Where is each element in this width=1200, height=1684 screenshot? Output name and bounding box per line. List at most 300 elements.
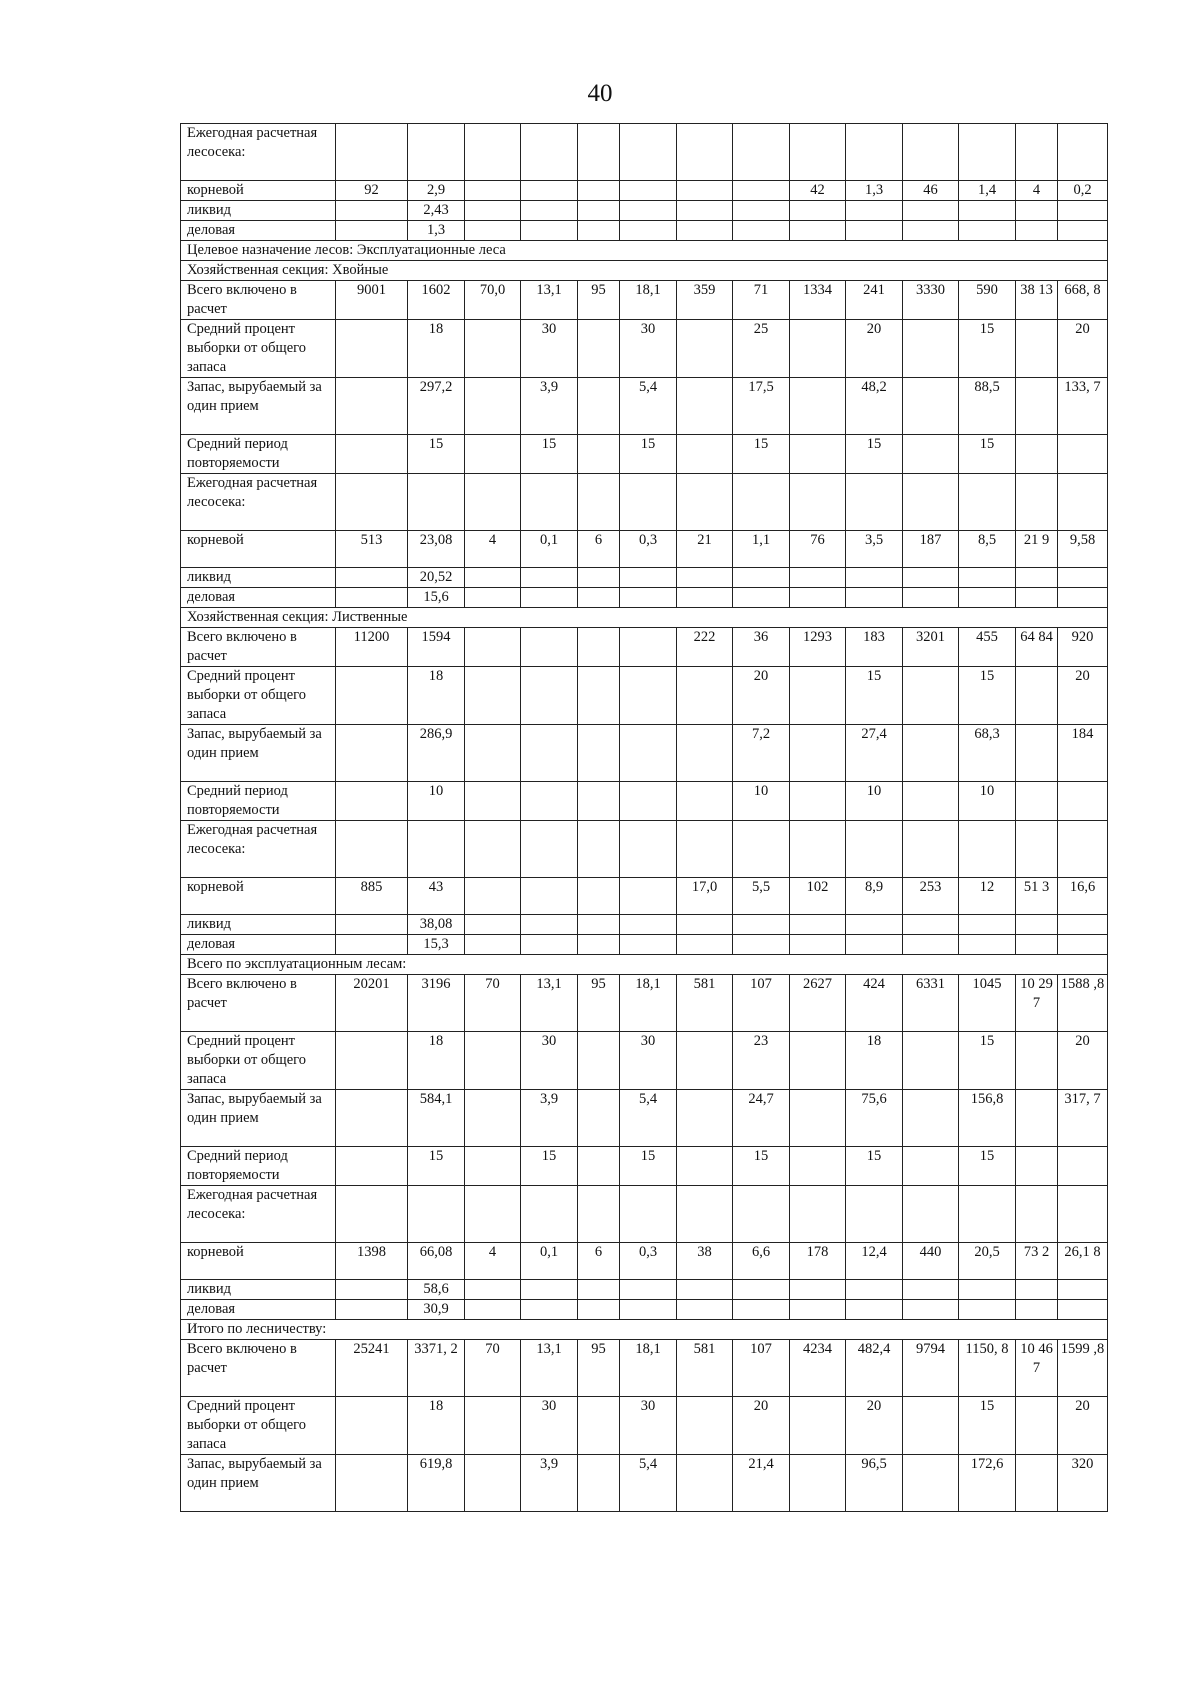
table-cell [677,201,733,221]
table-cell [521,588,578,608]
table-cell: 27,4 [846,725,903,782]
table-cell: 3371, 2 [408,1340,465,1397]
table-cell [790,201,846,221]
table-cell [790,1455,846,1512]
table-cell [790,1397,846,1455]
table-cell [846,821,903,878]
table-cell [959,1300,1016,1320]
table-row [181,1397,1108,1455]
table-cell: 9001 [336,281,408,320]
table-cell: 8,5 [959,531,1016,568]
table-cell: 20 [846,1397,903,1455]
table-cell [846,221,903,241]
row-label: ликвид [181,1280,336,1300]
table-cell: 3,9 [521,1455,578,1512]
table-cell: 73 2 [1016,1243,1058,1280]
table-cell [790,821,846,878]
table-cell: 38 [677,1243,733,1280]
row-label: корневой [181,1243,336,1280]
table-cell: 48,2 [846,378,903,435]
table-cell: 15 [620,1147,677,1186]
table-cell: 15 [846,667,903,725]
table-cell: 38 13 [1016,281,1058,320]
table-cell [903,1300,959,1320]
table-cell: 26,1 8 [1058,1243,1108,1280]
table-cell [790,221,846,241]
section-heading: Итого по лесничеству: [181,1320,1108,1340]
table-cell: 0,3 [620,531,677,568]
table-cell [1016,821,1058,878]
table-cell [1058,221,1108,241]
table-cell: 1602 [408,281,465,320]
table-cell: 133, 7 [1058,378,1108,435]
table-cell: 668, 8 [1058,281,1108,320]
table-cell [465,201,521,221]
table-cell: 2,43 [408,201,465,221]
table-cell [521,725,578,782]
table-cell [846,201,903,221]
table-cell: 15 [959,1397,1016,1455]
table-cell [578,821,620,878]
table-cell [790,1186,846,1243]
row-label: корневой [181,181,336,201]
table-row [181,588,1108,608]
table-cell [578,1397,620,1455]
table-cell: 70,0 [465,281,521,320]
table-cell [408,1186,465,1243]
table-cell: 320 [1058,1455,1108,1512]
table-cell [578,124,620,181]
table-cell: 4234 [790,1340,846,1397]
table-cell [465,124,521,181]
table-cell [521,201,578,221]
table-cell [903,782,959,821]
table-cell [790,124,846,181]
table-cell: 75,6 [846,1090,903,1147]
table-cell: 51 3 [1016,878,1058,915]
table-cell: 18 [408,320,465,378]
table-cell: 18 [408,1032,465,1090]
table-cell: 38,08 [408,915,465,935]
table-cell: 15 [846,435,903,474]
table-cell [521,667,578,725]
table-cell [336,667,408,725]
table-cell [620,568,677,588]
table-cell [846,1186,903,1243]
row-label: Средний период повторяемости [181,782,336,821]
table-cell: 76 [790,531,846,568]
table-cell [578,1280,620,1300]
table-cell: 10 [408,782,465,821]
forest-calc-table [180,123,1108,1512]
table-cell [336,1032,408,1090]
table-cell [903,588,959,608]
table-cell: 66,08 [408,1243,465,1280]
table-cell: 15 [521,1147,578,1186]
table-cell [677,821,733,878]
row-label: деловая [181,935,336,955]
table-row [181,1340,1108,1397]
table-cell: 68,3 [959,725,1016,782]
table-cell [465,915,521,935]
table-cell [1058,474,1108,531]
table-cell [1058,915,1108,935]
table-cell [620,782,677,821]
table-cell [733,935,790,955]
table-cell [1016,124,1058,181]
table-cell [903,124,959,181]
table-cell: 18,1 [620,1340,677,1397]
table-cell: 18,1 [620,975,677,1032]
table-cell [959,1280,1016,1300]
table-cell [620,201,677,221]
table-cell: 15 [959,1147,1016,1186]
table-cell: 18 [846,1032,903,1090]
table-cell [959,221,1016,241]
row-label: деловая [181,221,336,241]
row-label: Средний процент выборки от общего запаса [181,667,336,725]
table-cell [790,1147,846,1186]
table-cell [677,1280,733,1300]
table-cell [578,474,620,531]
table-cell [1058,435,1108,474]
table-cell [408,124,465,181]
row-label: Всего включено в расчет [181,281,336,320]
table-cell [846,568,903,588]
table-cell [336,435,408,474]
table-cell: 64 84 [1016,628,1058,667]
table-cell: 30 [620,1397,677,1455]
table-cell [336,1397,408,1455]
table-cell: 5,4 [620,1455,677,1512]
table-cell [733,1280,790,1300]
table-cell [465,878,521,915]
section-heading: Хозяйственная секция: Лиственные [181,608,1108,628]
table-cell: 2627 [790,975,846,1032]
table-cell [903,435,959,474]
table-cell: 424 [846,975,903,1032]
table-cell [790,935,846,955]
table-cell [1058,935,1108,955]
table-cell [521,1186,578,1243]
table-cell [521,474,578,531]
table-cell [620,1186,677,1243]
table-cell [1016,588,1058,608]
table-cell [959,568,1016,588]
table-cell: 20 [1058,1397,1108,1455]
table-cell [733,915,790,935]
table-cell: 1,4 [959,181,1016,201]
table-cell [336,221,408,241]
table-cell [677,320,733,378]
table-cell: 3201 [903,628,959,667]
table-cell [846,1280,903,1300]
table-cell [846,588,903,608]
table-cell: 297,2 [408,378,465,435]
table-cell: 183 [846,628,903,667]
table-cell [790,588,846,608]
table-cell: 6331 [903,975,959,1032]
table-cell: 95 [578,1340,620,1397]
table-cell [677,1397,733,1455]
table-cell [903,1032,959,1090]
table-cell: 1398 [336,1243,408,1280]
table-cell: 15 [959,435,1016,474]
table-cell [465,1455,521,1512]
table-cell: 20 [733,667,790,725]
table-cell [846,935,903,955]
table-cell [465,568,521,588]
table-row [181,667,1108,725]
table-cell: 359 [677,281,733,320]
row-label: Всего включено в расчет [181,975,336,1032]
table-row [181,320,1108,378]
table-cell [336,1090,408,1147]
table-cell [578,1455,620,1512]
table-cell [336,588,408,608]
table-cell: 95 [578,281,620,320]
table-cell: 88,5 [959,378,1016,435]
table-cell: 440 [903,1243,959,1280]
table-cell [1016,1090,1058,1147]
table-row [181,378,1108,435]
table-cell: 3196 [408,975,465,1032]
table-cell [578,181,620,201]
table-cell: 20 [1058,1032,1108,1090]
table-cell [521,124,578,181]
table-cell [1058,1186,1108,1243]
table-cell: 1,3 [846,181,903,201]
table-cell [903,568,959,588]
table-cell: 20 [733,1397,790,1455]
table-cell [677,782,733,821]
table-cell [465,1186,521,1243]
section-heading: Хозяйственная секция: Хвойные [181,261,1108,281]
table-row [181,1280,1108,1300]
table-cell: 20 [846,320,903,378]
table-cell [521,935,578,955]
table-cell: 1334 [790,281,846,320]
table-cell: 30 [521,1032,578,1090]
table-cell [903,378,959,435]
table-cell [336,320,408,378]
row-label: ликвид [181,201,336,221]
table-cell: 0,1 [521,1243,578,1280]
table-row [181,915,1108,935]
table-cell [677,181,733,201]
table-row [181,474,1108,531]
row-label: Средний процент выборки от общего запаса [181,320,336,378]
table-row [181,628,1108,667]
table-cell [521,1280,578,1300]
table-cell [677,568,733,588]
table-cell: 10 [733,782,790,821]
table-cell: 15 [408,1147,465,1186]
table-cell [620,878,677,915]
table-cell [790,1300,846,1320]
table-cell [465,320,521,378]
table-row [181,221,1108,241]
table-cell: 15 [733,435,790,474]
table-cell [336,1280,408,1300]
table-cell: 590 [959,281,1016,320]
table-cell [903,667,959,725]
table-row [181,1032,1108,1090]
table-cell: 1150, 8 [959,1340,1016,1397]
table-cell [578,1300,620,1320]
table-cell: 42 [790,181,846,201]
table-cell: 12,4 [846,1243,903,1280]
table-row [181,281,1108,320]
table-cell: 92 [336,181,408,201]
table-cell [620,667,677,725]
table-cell [336,124,408,181]
table-cell [465,474,521,531]
table-cell [1016,782,1058,821]
table-cell [733,124,790,181]
table-cell: 1045 [959,975,1016,1032]
table-cell [620,725,677,782]
table-cell [959,201,1016,221]
table-row [181,782,1108,821]
table-cell [1058,201,1108,221]
table-cell [336,782,408,821]
table-cell [465,725,521,782]
table-cell [620,221,677,241]
table-cell [465,821,521,878]
table-cell [336,821,408,878]
table-row [181,935,1108,955]
table-cell [846,124,903,181]
table-cell [620,181,677,201]
table-cell: 13,1 [521,281,578,320]
table-row [181,1300,1108,1320]
table-cell [959,124,1016,181]
table-cell [733,474,790,531]
table-cell: 15 [408,435,465,474]
table-cell: 3,9 [521,1090,578,1147]
table-cell: 10 29 7 [1016,975,1058,1032]
table-cell: 20 [1058,667,1108,725]
row-label: Средний период повторяемости [181,435,336,474]
table-cell [465,1032,521,1090]
table-cell [790,1090,846,1147]
section-row [181,955,1108,975]
table-row [181,181,1108,201]
row-label: Запас, вырубаемый за один прием [181,725,336,782]
table-cell: 46 [903,181,959,201]
table-cell [578,1090,620,1147]
table-cell [733,181,790,201]
table-cell [790,474,846,531]
table-cell: 5,4 [620,378,677,435]
table-cell [620,821,677,878]
table-cell [733,1300,790,1320]
row-label: Всего включено в расчет [181,628,336,667]
table-cell [336,378,408,435]
table-cell: 20201 [336,975,408,1032]
table-cell [578,667,620,725]
table-cell: 513 [336,531,408,568]
table-cell [465,1090,521,1147]
section-row [181,261,1108,281]
table-cell [578,782,620,821]
table-cell [1058,588,1108,608]
table-cell [733,821,790,878]
table-cell: 11200 [336,628,408,667]
table-cell [903,474,959,531]
table-cell: 58,6 [408,1280,465,1300]
table-cell: 17,0 [677,878,733,915]
table-cell [846,474,903,531]
table-cell [578,588,620,608]
row-label: Всего включено в расчет [181,1340,336,1397]
table-cell [336,201,408,221]
table-cell [1016,201,1058,221]
table-cell [578,1147,620,1186]
table-cell: 5,4 [620,1090,677,1147]
table-cell: 21 9 [1016,531,1058,568]
table-cell [1016,474,1058,531]
table-cell: 10 [846,782,903,821]
table-cell [336,725,408,782]
table-cell: 20 [1058,320,1108,378]
table-cell [620,1280,677,1300]
table-cell: 23 [733,1032,790,1090]
table-cell [959,474,1016,531]
table-cell [903,320,959,378]
table-row [181,1243,1108,1280]
table-cell: 95 [578,975,620,1032]
table-cell [465,667,521,725]
table-row [181,531,1108,568]
table-cell [1016,1280,1058,1300]
table-cell [677,667,733,725]
table-cell [465,588,521,608]
table-cell [677,935,733,955]
table-cell: 20,52 [408,568,465,588]
table-cell [790,1280,846,1300]
row-label: Запас, вырубаемый за один прием [181,378,336,435]
row-label: Ежегодная расчетная лесосека: [181,821,336,878]
table-cell: 6,6 [733,1243,790,1280]
table-cell [620,474,677,531]
table-cell [677,221,733,241]
table-cell [578,221,620,241]
table-cell [336,915,408,935]
table-cell [465,782,521,821]
table-cell [733,588,790,608]
table-cell: 0,2 [1058,181,1108,201]
table-cell: 286,9 [408,725,465,782]
row-label: Ежегодная расчетная лесосека: [181,1186,336,1243]
table-cell [903,1090,959,1147]
table-row [181,1455,1108,1512]
table-cell [578,878,620,915]
table-cell [903,1186,959,1243]
table-cell: 920 [1058,628,1108,667]
table-cell [1016,1032,1058,1090]
table-cell [959,588,1016,608]
table-cell [465,935,521,955]
table-cell: 15 [959,667,1016,725]
table-cell: 482,4 [846,1340,903,1397]
row-label: деловая [181,588,336,608]
table-cell [677,378,733,435]
row-label: деловая [181,1300,336,1320]
table-cell [1016,1455,1058,1512]
table-row [181,201,1108,221]
